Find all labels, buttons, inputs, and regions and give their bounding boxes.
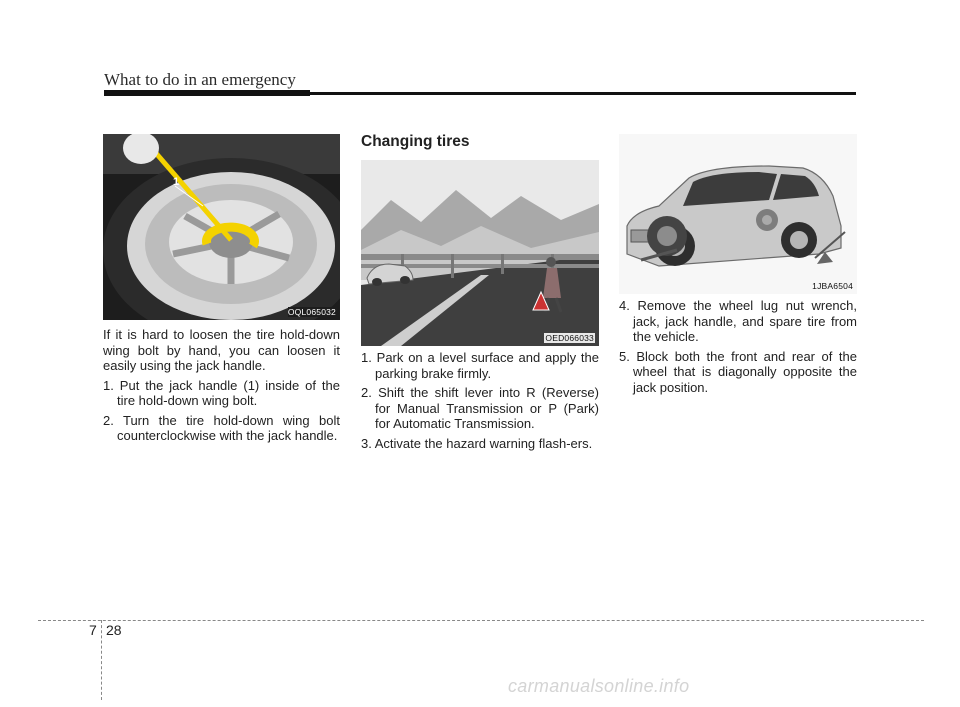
list-item: 3. Activate the hazard warning flash-ers. [361,435,593,451]
footer-vertical-divider [101,620,102,700]
car-tools-illustration [619,134,857,294]
spare-tire-illustration [103,134,340,320]
callout-number: 1 [173,176,180,188]
section-heading: Changing tires [361,133,470,150]
figure-code: OED066033 [545,333,594,343]
roadside-illustration [361,160,599,346]
left-text-column [103,327,340,444]
figure-code: OQL065032 [287,307,336,317]
middle-text-column [361,350,599,451]
list-item: 1. Put the jack handle (1) inside of the tire hold-down wing bolt. [103,377,340,408]
chapter-number: 7 [89,622,97,638]
footer-divider [38,620,924,621]
list-item: 1. Park on a level surface and apply the parking brake firmly. [361,350,599,381]
page-header-title: What to do in an emergency [104,70,296,89]
list-item: 2. Turn the tire hold-down wing bolt counterclockwise with the jack handle. [103,412,340,443]
car-tools-figure [619,134,857,294]
spare-tire-figure [103,134,340,320]
page-number: 28 [106,622,122,638]
list-item: 2. Shift the shift lever into R (Reverse) for Manual Transmission or P (Park) for Automatic Transmission. [361,385,599,431]
right-text-column [619,298,857,395]
list-item: 4. Remove the wheel lug nut wrench, jack, jack handle, and spare tire from the vehicle. [619,298,857,344]
intro-paragraph: If it is hard to loosen the tire hold-down wing bolt by hand, you can loosen it easily using the jack handle. [103,327,340,373]
list-item: 5. Block both the front and rear of the wheel that is diagonally opposite the jack position. [619,348,857,395]
figure-code: 1JBA6504 [812,281,853,291]
watermark: carmanualsonline.info [508,676,690,696]
roadside-figure [361,160,599,346]
header-rule [104,92,856,95]
